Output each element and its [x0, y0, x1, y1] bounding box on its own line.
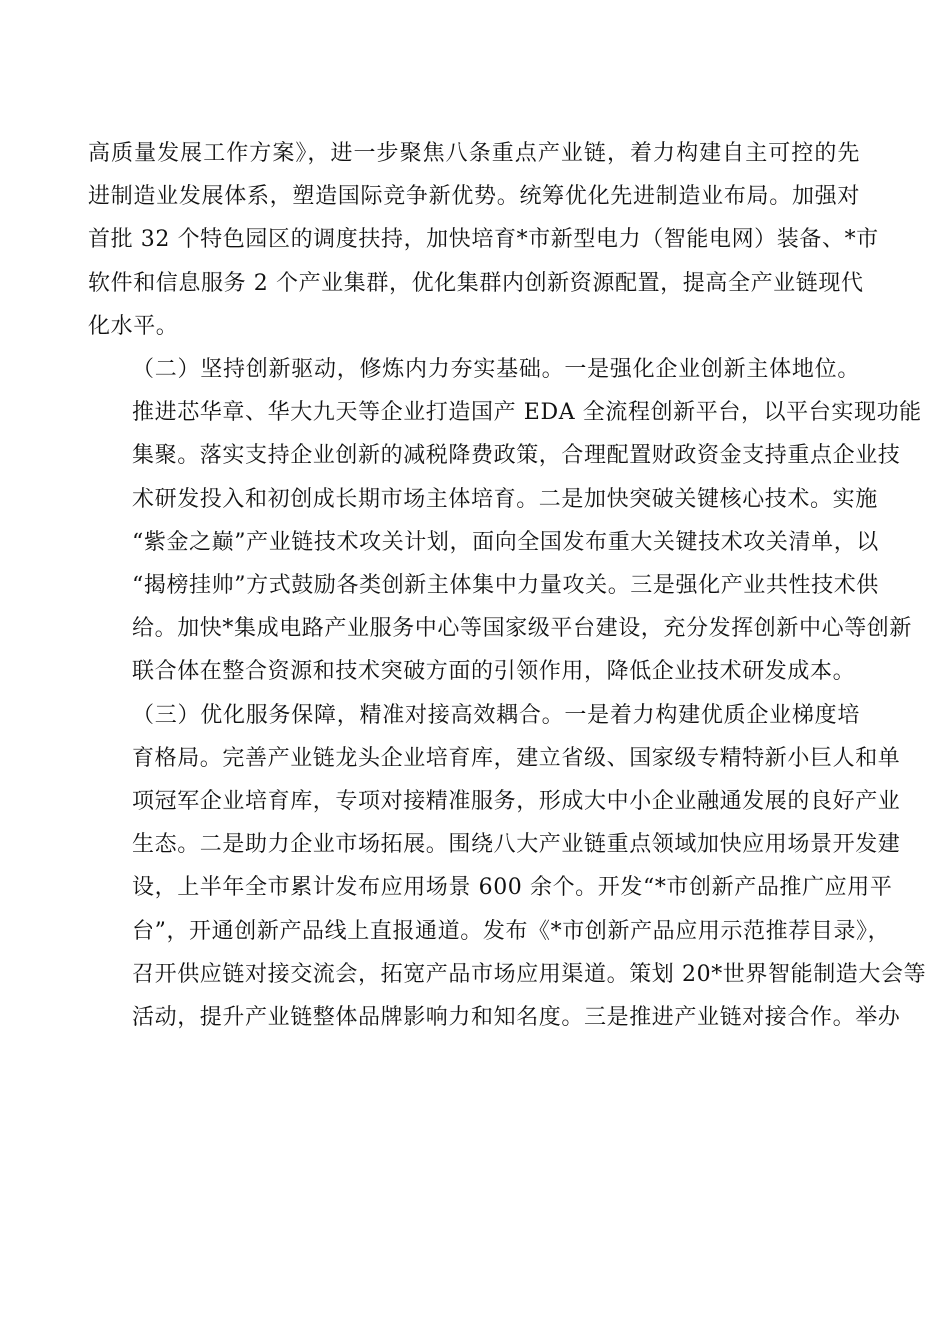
text-line: 集聚。落实支持企业创新的减税降费政策，合理配置财政资金支持重点企业技 — [132, 443, 901, 469]
text-line: 项冠军企业培育库，专项对接精准服务，形成大中小企业融通发展的良好产业 — [132, 789, 901, 815]
text-line: 推进芯华章、华大九天等企业打造国产 EDA 全流程创新平台，以平台实现功能 — [132, 400, 922, 426]
text-line: “揭榜挂帅”方式鼓励各类创新主体集中力量攻关。三是强化产业共性技术供 — [132, 573, 879, 599]
text-line: “紫金之巅”产业链技术攻关计划，面向全国发布重大关键技术攻关清单，以 — [132, 529, 879, 555]
text-line: 进制造业发展体系，塑造国际竞争新优势。统筹优化先进制造业布局。加强对 — [88, 184, 860, 210]
text-line: 软件和信息服务 2 个产业集群，优化集群内创新资源配置，提高全产业链现代 — [88, 270, 864, 296]
text-line: 高质量发展工作方案》，进一步聚焦八条重点产业链，着力构建自主可控的先 — [88, 141, 860, 166]
text-line: 召开供应链对接交流会，拓宽产品市场应用渠道。策划 20*世界智能制造大会等 — [132, 961, 927, 987]
text-line: 生态。二是助力企业市场拓展。围绕八大产业链重点领域加快应用场景开发建 — [132, 832, 901, 858]
text-line: （三）优化服务保障，精准对接高效耦合。一是着力构建优质企业梯度培 — [132, 702, 860, 728]
paragraph-service-guarantee — [88, 694, 927, 1040]
text-line: 活动，提升产业链整体品牌影响力和知名度。三是推进产业链对接合作。举办 — [132, 1005, 901, 1031]
text-line: 育格局。完善产业链龙头企业培育库，建立省级、国家级专精特新小巨人和单 — [132, 745, 901, 771]
paragraph-innovation-driven — [88, 348, 922, 694]
text-line: 设，上半年全市累计发布应用场景 600 余个。开发“*市创新产品推广应用平 — [132, 875, 893, 901]
text-line: 首批 32 个特色园区的调度扶持，加快培育*市新型电力（智能电网）装备、*市 — [88, 227, 879, 253]
text-line: 台”，开通创新产品线上直报通道。发布《*市创新产品应用示范推荐目录》， — [132, 918, 891, 944]
document-body — [88, 132, 927, 1039]
text-line: 术研发投入和初创成长期市场主体培育。二是加快突破关键核心技术。实施 — [132, 486, 878, 512]
paragraph-industrial-plan — [88, 132, 879, 348]
text-line: 化水平。 — [88, 313, 179, 339]
text-line: 联合体在整合资源和技术突破方面的引领作用，降低企业技术研发成本。 — [132, 659, 856, 685]
text-line: 给。加快*集成电路产业服务中心等国家级平台建设，充分发挥创新中心等创新 — [132, 616, 913, 642]
text-line: （二）坚持创新驱动，修炼内力夯实基础。一是强化企业创新主体地位。 — [132, 357, 860, 383]
